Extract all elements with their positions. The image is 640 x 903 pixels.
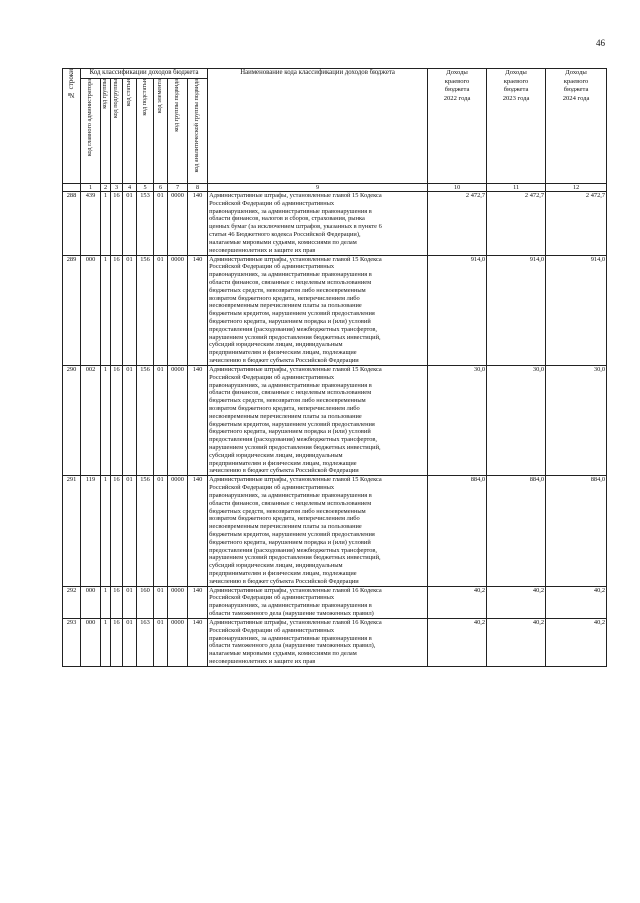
column-number: 9: [208, 184, 428, 192]
amount-2024: 884,0: [546, 476, 607, 586]
table-row: [63, 192, 607, 256]
element-code: 01: [154, 365, 168, 475]
element-code: 01: [154, 192, 168, 256]
column-number: 5: [137, 184, 154, 192]
name-line: несвоевременным перечислением платы за пользование: [209, 523, 362, 531]
income-code-name: [208, 476, 428, 586]
name-line: бюджетных средств, невозвратом либо несвоевременным: [209, 507, 366, 515]
name-line: области финансов, связанные с нецелевым использованием: [209, 499, 372, 507]
row-number: 293: [63, 618, 81, 666]
name-line: зачислению в бюджет субъекта Российской Федерации: [209, 577, 359, 585]
column-number: 11: [487, 184, 546, 192]
name-line: бюджетного кредита, нарушением порядка и (или) условий: [209, 428, 371, 436]
name-line: Российской Федерации об административных: [209, 373, 335, 381]
header-subarticle-code: код подстатьи: [137, 79, 154, 184]
page-number: 46: [596, 38, 605, 48]
article-code: 01: [123, 586, 137, 618]
subgroup-code: 16: [111, 365, 123, 475]
name-line: бюджетных средств, невозвратом либо несвоевременным: [209, 397, 366, 405]
amount-2022: 2 472,7: [428, 192, 487, 256]
column-number: 4: [123, 184, 137, 192]
row-number: 288: [63, 192, 81, 256]
element-code: 01: [154, 255, 168, 365]
admin-code: 000: [81, 586, 101, 618]
name-line: нарушением условий предоставления бюджетных инвестиций,: [209, 333, 381, 341]
amount-2022: 40,2: [428, 586, 487, 618]
column-number: 2: [101, 184, 111, 192]
group-code: 1: [101, 476, 111, 586]
amount-2024: 914,0: [546, 255, 607, 365]
name-line: предоставления (расходования) межбюджетных трансфертов,: [209, 546, 378, 554]
name-line: Российской Федерации об административных: [209, 199, 335, 207]
amount-2024: 2 472,7: [546, 192, 607, 256]
name-line: Административные штрафы, установленные главой 15 Кодекса: [209, 192, 382, 199]
column-numbers-row: [63, 184, 607, 192]
amount-2022: 884,0: [428, 476, 487, 586]
income-code-name: [208, 255, 428, 365]
name-line: бюджетным кредитом, нарушением условий предоставления: [209, 530, 375, 538]
name-line: правонарушениях, за административные правонарушения в: [209, 491, 372, 499]
subgroup-code: 16: [111, 618, 123, 666]
subtype-group-code: 0000: [168, 255, 188, 365]
subtype-group-code: 0000: [168, 476, 188, 586]
header-article-code: код статьи: [123, 79, 137, 184]
column-number: 3: [111, 184, 123, 192]
table-row: [63, 586, 607, 618]
amount-2023: 40,2: [487, 618, 546, 666]
amount-2023: 884,0: [487, 476, 546, 586]
name-line: нарушением условий предоставления бюджетных инвестиций,: [209, 444, 381, 451]
name-line: возвратом бюджетного кредита, неперечислением либо: [209, 404, 360, 412]
name-line: предоставления (расходования) межбюджетных трансфертов,: [209, 325, 378, 333]
header-admin-code: код главного администратора: [81, 79, 101, 184]
row-number: 291: [63, 476, 81, 586]
name-line: ценных бумаг (за исключением штрафов, указанных в пункте 6: [209, 223, 382, 231]
name-line: предпринимателям и физическим лицам, подлежащие: [209, 570, 357, 577]
column-number: 8: [188, 184, 208, 192]
article-code: 01: [123, 618, 137, 666]
table-body: [63, 192, 607, 667]
admin-code: 002: [81, 365, 101, 475]
header-subgroup-code: код подгруппы: [111, 79, 123, 184]
amount-2024: 40,2: [546, 586, 607, 618]
name-line: Российской Федерации об административных: [209, 263, 335, 271]
income-code-name: [208, 618, 428, 666]
header-year-2024: Доходы краевого бюджета 2024 года: [546, 69, 607, 184]
subtype-group-code: 0000: [168, 365, 188, 475]
subtype-group-code: 0000: [168, 618, 188, 666]
header-group-code: код группы: [101, 79, 111, 184]
table-row: [63, 476, 607, 586]
header-element-code: код элемента: [154, 79, 168, 184]
admin-code: 119: [81, 476, 101, 586]
table-row: [63, 365, 607, 475]
name-line: бюджетным кредитом, нарушением условий предоставления: [209, 310, 375, 318]
name-line: возвратом бюджетного кредита, неперечислением либо: [209, 515, 360, 523]
name-line: налагаемые мировыми судьями, комиссиями по делам: [209, 650, 357, 658]
subarticle-code: 156: [137, 476, 154, 586]
header-analytic-group-code: код аналитической группы подвида: [188, 79, 208, 184]
header-subtype-group-code: код группы подвида: [168, 79, 188, 184]
admin-code: 439: [81, 192, 101, 256]
analytic-group-code: 140: [188, 476, 208, 586]
element-code: 01: [154, 586, 168, 618]
name-line: Административные штрафы, установленные главой 15 Кодекса: [209, 365, 382, 373]
name-line: области финансов, связанные с нецелевым использованием: [209, 278, 372, 286]
group-code: 1: [101, 586, 111, 618]
subarticle-code: 163: [137, 618, 154, 666]
income-code-name: [208, 365, 428, 475]
name-line: Российской Федерации об административных: [209, 594, 335, 602]
name-line: предоставления (расходования) межбюджетных трансфертов,: [209, 436, 378, 444]
analytic-group-code: 140: [188, 365, 208, 475]
name-line: бюджетного кредита, нарушением порядка и (или) условий: [209, 538, 371, 546]
amount-2024: 40,2: [546, 618, 607, 666]
subtype-group-code: 0000: [168, 586, 188, 618]
group-code: 1: [101, 255, 111, 365]
amount-2024: 30,0: [546, 365, 607, 475]
header-classification-group: Код классификации доходов бюджета: [81, 69, 208, 79]
group-code: 1: [101, 365, 111, 475]
name-line: Российской Федерации об административных: [209, 484, 335, 492]
amount-2023: 914,0: [487, 255, 546, 365]
name-line: Административные штрафы, установленные главой 15 Кодекса: [209, 255, 382, 263]
header-name: Наименование кода классификации доходов бюджета: [208, 69, 428, 184]
column-number: 7: [168, 184, 188, 192]
column-number: 1: [81, 184, 101, 192]
admin-code: 000: [81, 255, 101, 365]
name-line: субсидий юридическим лицам, индивидуальным: [209, 341, 343, 349]
group-code: 1: [101, 192, 111, 256]
amount-2023: 30,0: [487, 365, 546, 475]
name-line: Административные штрафы, установленные главой 16 Кодекса: [209, 618, 382, 626]
name-line: правонарушениях, за административные правонарушения в: [209, 602, 372, 610]
name-line: несвоевременным перечислением платы за пользование: [209, 302, 362, 310]
name-line: области таможенного дела (нарушение таможенных правил): [209, 610, 374, 618]
element-code: 01: [154, 476, 168, 586]
name-line: правонарушениях, за административные правонарушения в: [209, 271, 372, 279]
name-line: области финансов, налогов и сборов, страхования, рынка: [209, 215, 365, 223]
subgroup-code: 16: [111, 586, 123, 618]
name-line: области таможенного дела (нарушение таможенных правил),: [209, 642, 376, 650]
column-number: [63, 184, 81, 192]
amount-2022: 30,0: [428, 365, 487, 475]
header-year-2022: Доходы краевого бюджета 2022 года: [428, 69, 487, 184]
subgroup-code: 16: [111, 255, 123, 365]
name-line: Российской Федерации об административных: [209, 626, 335, 634]
row-number: 292: [63, 586, 81, 618]
row-number: 290: [63, 365, 81, 475]
name-line: зачислению в бюджет субъекта Российской Федерации: [209, 467, 359, 475]
name-line: зачислению в бюджет субъекта Российской Федерации: [209, 357, 359, 365]
table-row: [63, 618, 607, 666]
income-classification-table: [62, 68, 607, 667]
header-row-number: № строки: [63, 69, 81, 184]
income-code-name: [208, 192, 428, 256]
name-line: Административные штрафы, установленные главой 16 Кодекса: [209, 586, 382, 594]
name-line: несвоевременным перечислением платы за пользование: [209, 412, 362, 420]
name-line: статьи 46 Бюджетного кодекса Российской Федерации),: [209, 231, 361, 239]
analytic-group-code: 140: [188, 586, 208, 618]
amount-2022: 914,0: [428, 255, 487, 365]
subtype-group-code: 0000: [168, 192, 188, 256]
column-number: 12: [546, 184, 607, 192]
name-line: несовершеннолетних и защите их прав: [209, 246, 316, 254]
name-line: бюджетного кредита, нарушением порядка и (или) условий: [209, 318, 371, 325]
income-code-name: [208, 586, 428, 618]
name-line: правонарушениях, за административные правонарушения в: [209, 634, 372, 642]
name-line: нарушением условий предоставления бюджетных инвестиций,: [209, 554, 381, 562]
subarticle-code: 156: [137, 255, 154, 365]
name-line: субсидий юридическим лицам, индивидуальным: [209, 562, 343, 570]
column-number: 10: [428, 184, 487, 192]
name-line: правонарушениях, за административные правонарушения в: [209, 207, 372, 215]
analytic-group-code: 140: [188, 255, 208, 365]
analytic-group-code: 140: [188, 618, 208, 666]
subgroup-code: 16: [111, 476, 123, 586]
amount-2023: 40,2: [487, 586, 546, 618]
article-code: 01: [123, 476, 137, 586]
name-line: возвратом бюджетного кредита, неперечислением либо: [209, 294, 360, 302]
subarticle-code: 153: [137, 192, 154, 256]
article-code: 01: [123, 192, 137, 256]
name-line: субсидий юридическим лицам, индивидуальным: [209, 451, 343, 459]
table-row: [63, 255, 607, 365]
name-line: налагаемые мировыми судьями, комиссиями по делам: [209, 238, 357, 246]
name-line: бюджетным кредитом, нарушением условий предоставления: [209, 420, 375, 428]
subarticle-code: 160: [137, 586, 154, 618]
column-number: 6: [154, 184, 168, 192]
admin-code: 000: [81, 618, 101, 666]
header-year-2023: Доходы краевого бюджета 2023 года: [487, 69, 546, 184]
name-line: правонарушениях, за административные правонарушения в: [209, 381, 372, 389]
subarticle-code: 156: [137, 365, 154, 475]
name-line: несовершеннолетних и защите их прав: [209, 657, 316, 665]
amount-2023: 2 472,7: [487, 192, 546, 256]
name-line: области финансов, связанные с нецелевым использованием: [209, 389, 372, 397]
name-line: предпринимателям и физическим лицам, подлежащие: [209, 349, 357, 357]
name-line: предпринимателям и физическим лицам, подлежащие: [209, 459, 357, 467]
name-line: бюджетных средств, невозвратом либо несвоевременным: [209, 286, 366, 294]
name-line: Административные штрафы, установленные главой 15 Кодекса: [209, 476, 382, 484]
article-code: 01: [123, 255, 137, 365]
group-code: 1: [101, 618, 111, 666]
amount-2022: 40,2: [428, 618, 487, 666]
analytic-group-code: 140: [188, 192, 208, 256]
element-code: 01: [154, 618, 168, 666]
row-number: 289: [63, 255, 81, 365]
article-code: 01: [123, 365, 137, 475]
subgroup-code: 16: [111, 192, 123, 256]
